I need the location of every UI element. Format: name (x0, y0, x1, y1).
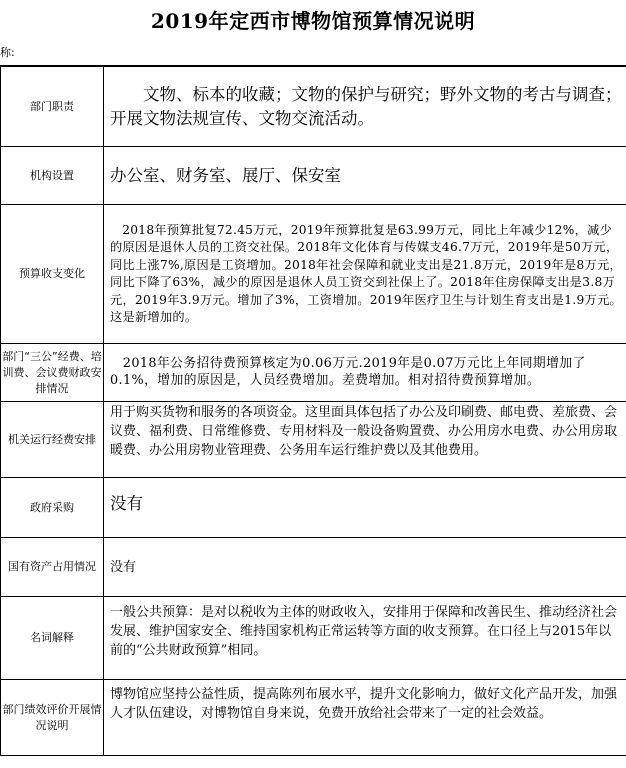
row-content-glossary: 一般公共预算：是对以税收为主体的财政收入，安排用于保障和改善民生、推动经济社会发展、维护国家安全、维持国家机构正常运转等方面的收支预算。在口径上与2015年以前的“公共财政预算”相同。 (104, 597, 626, 680)
row-content-duties: 文物、标本的收藏；文物的保护与研究；野外文物的考古与调查；开展文物法规宣传、文物交流活动。 (104, 67, 626, 147)
row-content-budget-change: 2018年预算批复72.45万元，2019年预算批复是63.99万元，同比上年减少12%，减少的原因是退休人员的工资交社保。2018年文化体育与传媒支46.7万元，2019年是50万元，同比上涨7%,原因是工资增加。2018年社会保障和就业支出是21.8万元，2019年是8万元，同比下降了63%，减少的原因是退休人员工资交到社保上了。2018年住房保障支出是3.8万元，2019年3.9万元。增加了3%，工资增加。2019年医疗卫生与计划生育支出是1.9万元。这是新增加的。 (104, 205, 626, 344)
table-row (1, 597, 626, 680)
row-label-assets: 国有资产占用情况 (1, 538, 104, 597)
table-row (1, 344, 626, 402)
table-row (1, 478, 626, 538)
budget-table (0, 66, 626, 756)
table-row (1, 538, 626, 597)
table-row (1, 205, 626, 344)
row-label-three-public: 部门“三公”经费、培训费、会议费财政安排情况 (1, 344, 104, 402)
row-label-budget-change: 预算收支变化 (1, 205, 104, 344)
unit-label: 称: (0, 42, 626, 66)
row-label-glossary: 名词解释 (1, 597, 104, 680)
table-row (1, 67, 626, 147)
row-label-structure: 机构设置 (1, 147, 104, 205)
row-content-assets: 没有 (104, 538, 626, 597)
table-row (1, 680, 626, 756)
row-content-operating: 用于购买货物和服务的各项资金。这里面具体包括了办公及印刷费、邮电费、差旅费、会议费、福利费、日常维修费、专用材料及一般设备购置费、办公用房水电费、办公用房取暖费、办公用房物业管理费、公务用车运行维护费以及其他费用。 (104, 402, 626, 478)
row-content-procurement: 没有 (104, 478, 626, 538)
table-row (1, 402, 626, 478)
row-content-performance: 博物馆应坚持公益性质，提高陈列布展水平，提升文化影响力，做好文化产品开发，加强人才队伍建设，对博物馆自身来说，免费开放给社会带来了一定的社会效益。 (104, 680, 626, 756)
table-row (1, 147, 626, 205)
page-title: 2019年定西市博物馆预算情况说明 (150, 9, 476, 33)
row-label-duties: 部门职责 (1, 67, 104, 147)
row-label-performance: 部门绩效评价开展情况说明 (1, 680, 104, 756)
row-content-three-public: 2018年公务招待费预算核定为0.06万元.2019年是0.07万元比上年同期增加了0.1%，增加的原因是，人员经费增加。差费增加。相对招待费预算增加。 (104, 344, 626, 402)
row-label-operating: 机关运行经费安排 (1, 402, 104, 478)
row-label-procurement: 政府采购 (1, 478, 104, 538)
row-content-structure: 办公室、财务室、展厅、保安室 (104, 147, 626, 205)
